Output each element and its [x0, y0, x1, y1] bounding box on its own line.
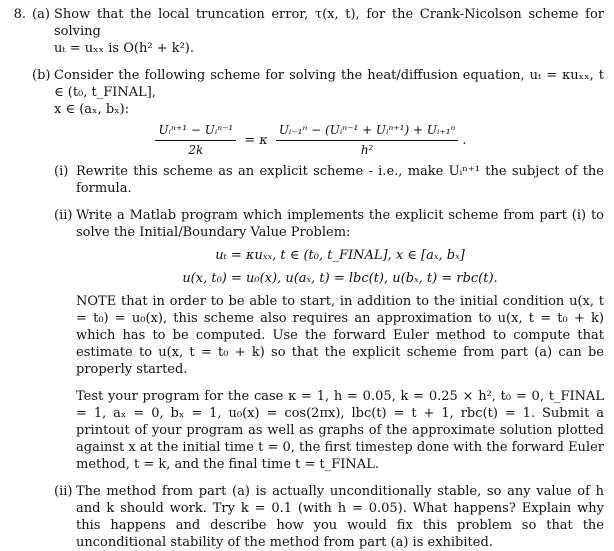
ibvp-equation-2: u(x, t₀) = u₀(x), u(aₓ, t) = lbc(t), u(bₓ, t) = rbc(t). [182, 271, 498, 286]
scheme-rhs-fraction [276, 122, 459, 159]
part-a-line1: Show that the local truncation error, τ(x, t), for the Crank-Nicolson scheme for solving [54, 7, 604, 39]
sub-iii-text: The method from part (a) is actually unconditionally stable, so any value of h and k should work. Try k = 0.1 (with h = 0.05). What happens? Explain why this happens and describe how you would fix this problem so that the unconditional stability of the method from part (a) is exhibited. [76, 484, 604, 550]
problem-number: 8. [13, 7, 26, 22]
part-b-label: (b) [32, 68, 51, 83]
ibvp-equation-1: uₜ = κuₓₓ, t ∈ (t₀, t_FINAL], x ∈ [aₓ, bₓ] [215, 248, 465, 263]
sub-ii [54, 207, 604, 473]
sub-i-text: Rewrite this scheme as an explicit scheme - i.e., make Uᵢⁿ⁺¹ the subject of the formula. [76, 164, 604, 196]
scheme-lhs-numerator: Uᵢⁿ⁺¹ − Uᵢⁿ⁻¹ [155, 122, 236, 141]
scheme-lhs-denominator: 2k [188, 143, 204, 157]
part-b [4, 67, 604, 551]
part-a [4, 6, 604, 57]
part-b-line2: x ∈ (aₓ, bₓ): [54, 102, 130, 117]
sub-ii-test: Test your program for the case κ = 1, h = 0.05, k = 0.25 × h², t₀ = 0, t_FINAL = 1, aₓ = 0, bₓ = 1, u₀(x) = cos(2πx), lbc(t) = t + 1, rbc(t) = 1. Submit a printout of your program as well as graphs of the approximate solution plotted against x at the initial time t = 0, the first timestep done with the forward Euler method, t = k, and the final time t = t_FINAL. [76, 389, 604, 472]
scheme-period: . [462, 133, 467, 148]
sub-ii-note: NOTE that in order to be able to start, in addition to the initial condition u(x, t = t₀) = u₀(x), this scheme also requires an approximation to u(x, t = t₀ + k) which has to be computed. Use the forward Euler method to compute that estimate to u(x, t = t₀ + k) so that the explicit scheme from part (a) can be properly started. [76, 294, 604, 377]
sub-iii [54, 483, 604, 551]
part-a-label: (a) [32, 7, 50, 22]
scheme-equals: = κ [244, 133, 268, 148]
sub-i [54, 163, 604, 197]
sub-i-label: (i) [54, 164, 69, 179]
part-b-line1: Consider the following scheme for solving the heat/diffusion equation, uₜ = κuₓₓ, t ∈ (t₀, t_FINAL], [54, 68, 604, 100]
scheme-equation [14, 122, 604, 159]
sub-iii-label: (ii) [54, 484, 73, 499]
sub-ii-intro: Write a Matlab program which implements the explicit scheme from part (i) to solve the Initial/Boundary Value Problem: [76, 208, 604, 240]
scheme-rhs-numerator: Uᵢ₋₁ⁿ − (Uᵢⁿ⁻¹ + Uᵢⁿ⁺¹) + Uᵢ₊₁ⁿ [276, 122, 459, 141]
scheme-lhs-fraction [155, 122, 236, 159]
part-a-line2: uₜ = uₓₓ is O(h² + k²). [54, 41, 194, 56]
sub-ii-label: (ii) [54, 208, 73, 223]
scheme-rhs-denominator: h² [360, 143, 374, 157]
